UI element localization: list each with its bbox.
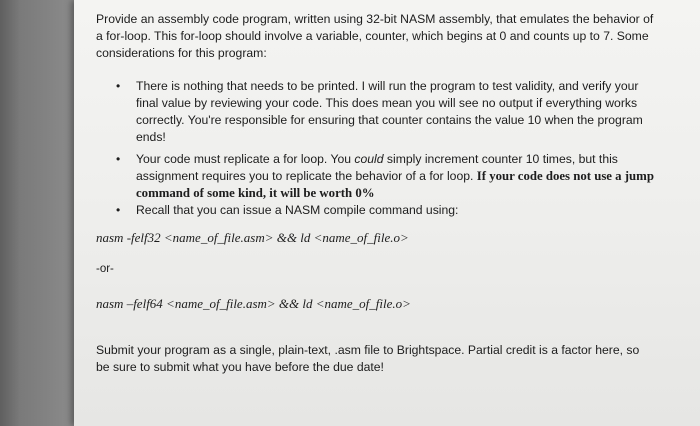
bullet-icon: • — [116, 79, 121, 93]
list-item — [114, 151, 656, 202]
emphasis-could: could — [354, 152, 384, 166]
compile-command-64: nasm –felf64 <name_of_file.asm> && ld <name_of_file.o> — [96, 296, 411, 311]
bullet-text-loop — [136, 152, 654, 200]
jump-warning: If your code does not use a jump command of some kind, it will be worth 0% — [136, 169, 654, 200]
document-page — [74, 0, 700, 426]
compile-command-32: nasm -felf32 <name_of_file.asm> && ld <name_of_file.o> — [96, 230, 409, 245]
assignment-text — [96, 11, 686, 376]
bullet-icon: • — [116, 152, 121, 166]
bullet-text-loop-middle: simply increment counter 10 times, but this assignment requires you to replicate the behavior of a for loop. — [136, 152, 618, 183]
considerations-list — [96, 78, 686, 219]
intro-paragraph: Provide an assembly code program, written using 32-bit NASM assembly, that emulates the behavior of a for-loop. This for-loop should involve a variable, counter, which begins at 0 and counts up to 7. Some considerations for this program: — [96, 12, 654, 60]
bullet-icon: • — [116, 203, 121, 217]
list-item — [114, 202, 656, 219]
or-separator: -or- — [96, 263, 114, 275]
submission-instructions: Submit your program as a single, plain-text, .asm file to Brightspace. Partial credit is a factor here, so be sure to submit what you have before the due date! — [96, 343, 640, 374]
bullet-text-output: There is nothing that needs to be printed. I will run the program to test validity, and verify your final value by reviewing your code. This does mean you will see no output if everything works correctly. You're responsible for ensuring that counter contains the value 10 when the program ends! — [136, 79, 643, 144]
bullet-text-compile: Recall that you can issue a NASM compile command using: — [136, 203, 459, 217]
bullet-text-loop-start: Your code must replicate a for loop. You — [136, 152, 355, 166]
list-item — [114, 78, 656, 146]
